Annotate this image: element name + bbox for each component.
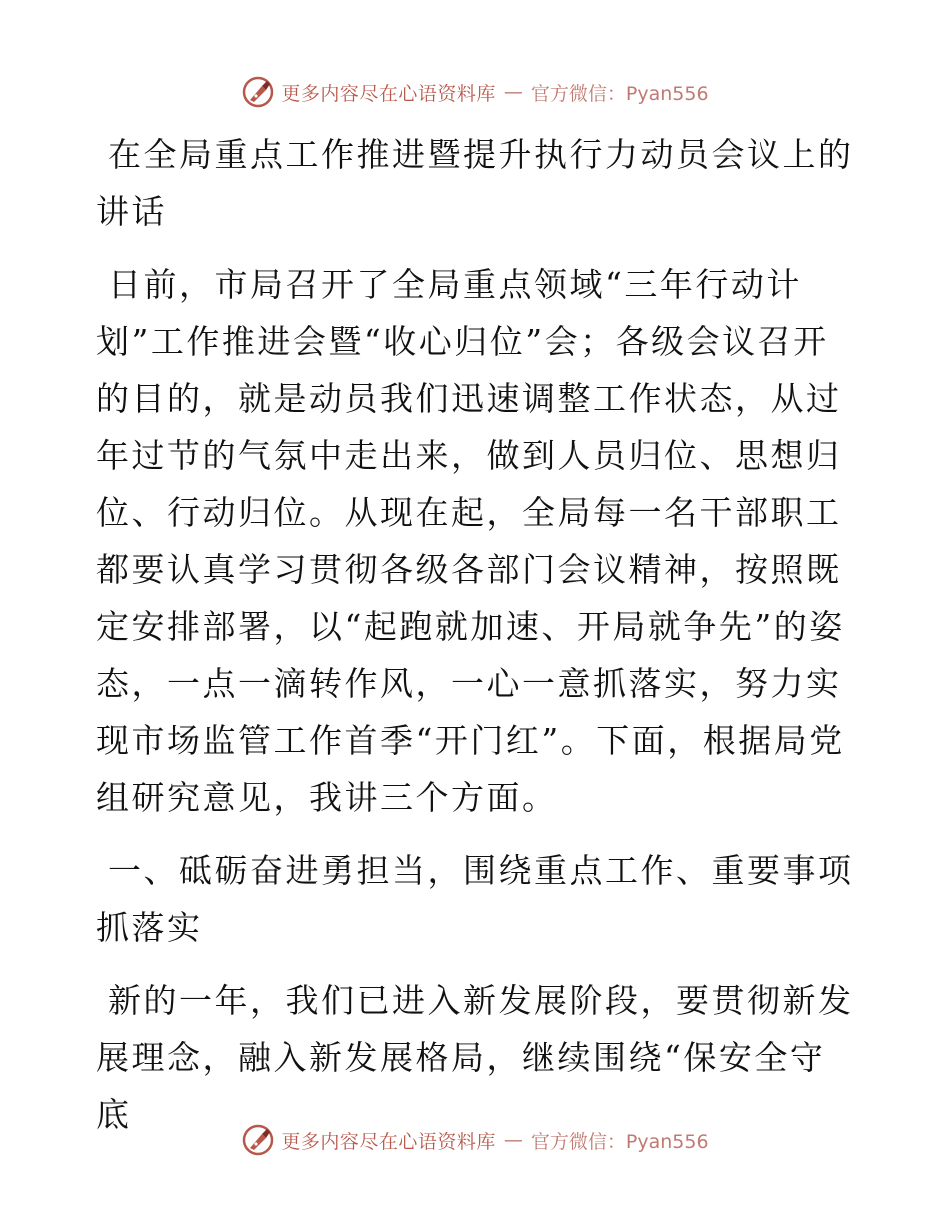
header-watermark bbox=[0, 70, 950, 114]
watermark-wechat-text: 官方微信：Pyan556 bbox=[530, 82, 709, 105]
watermark-separator: — bbox=[503, 1129, 523, 1151]
document-title: 在全局重点工作推进暨提升执行力动员会议上的讲话 bbox=[96, 135, 854, 231]
watermark-brand-text: 更多内容尽在心语资料库 bbox=[281, 1130, 496, 1153]
watermark-separator: — bbox=[503, 81, 523, 103]
paragraph-intro: 日前，市局召开了全局重点领域“三年行动计划”工作推进会暨“收心归位”会；各级会议召开的目的，就是动员我们迅速调整工作状态，从过年过节的气氛中走出来，做到人员归位、思想归位、行动归位。从现在起，全局每一名干部职工都要认真学习贯彻各级各部门会议精神，按照既定安排部署，以“起跑就加速、开局就争先”的姿态，一点一滴转作风，一心一意抓落实，努力实现市场监管工作首季“开门红”。下面，根据局党组研究意见，我讲三个方面。 bbox=[96, 265, 845, 817]
watermark-wechat-text: 官方微信：Pyan556 bbox=[530, 1130, 709, 1153]
pen-nib-logo-icon bbox=[241, 75, 275, 109]
watermark-brand-text: 更多内容尽在心语资料库 bbox=[281, 82, 496, 105]
document-body bbox=[96, 126, 856, 1159]
pen-nib-logo-icon bbox=[241, 1123, 275, 1157]
section-heading-1: 一、砥砺奋进勇担当，围绕重点工作、重要事项抓落实 bbox=[96, 851, 854, 947]
footer-watermark bbox=[0, 1118, 950, 1162]
paragraph-section-1: 新的一年，我们已进入新发展阶段，要贯彻新发展理念，融入新发展格局，继续围绕“保安全守底 bbox=[96, 981, 854, 1134]
